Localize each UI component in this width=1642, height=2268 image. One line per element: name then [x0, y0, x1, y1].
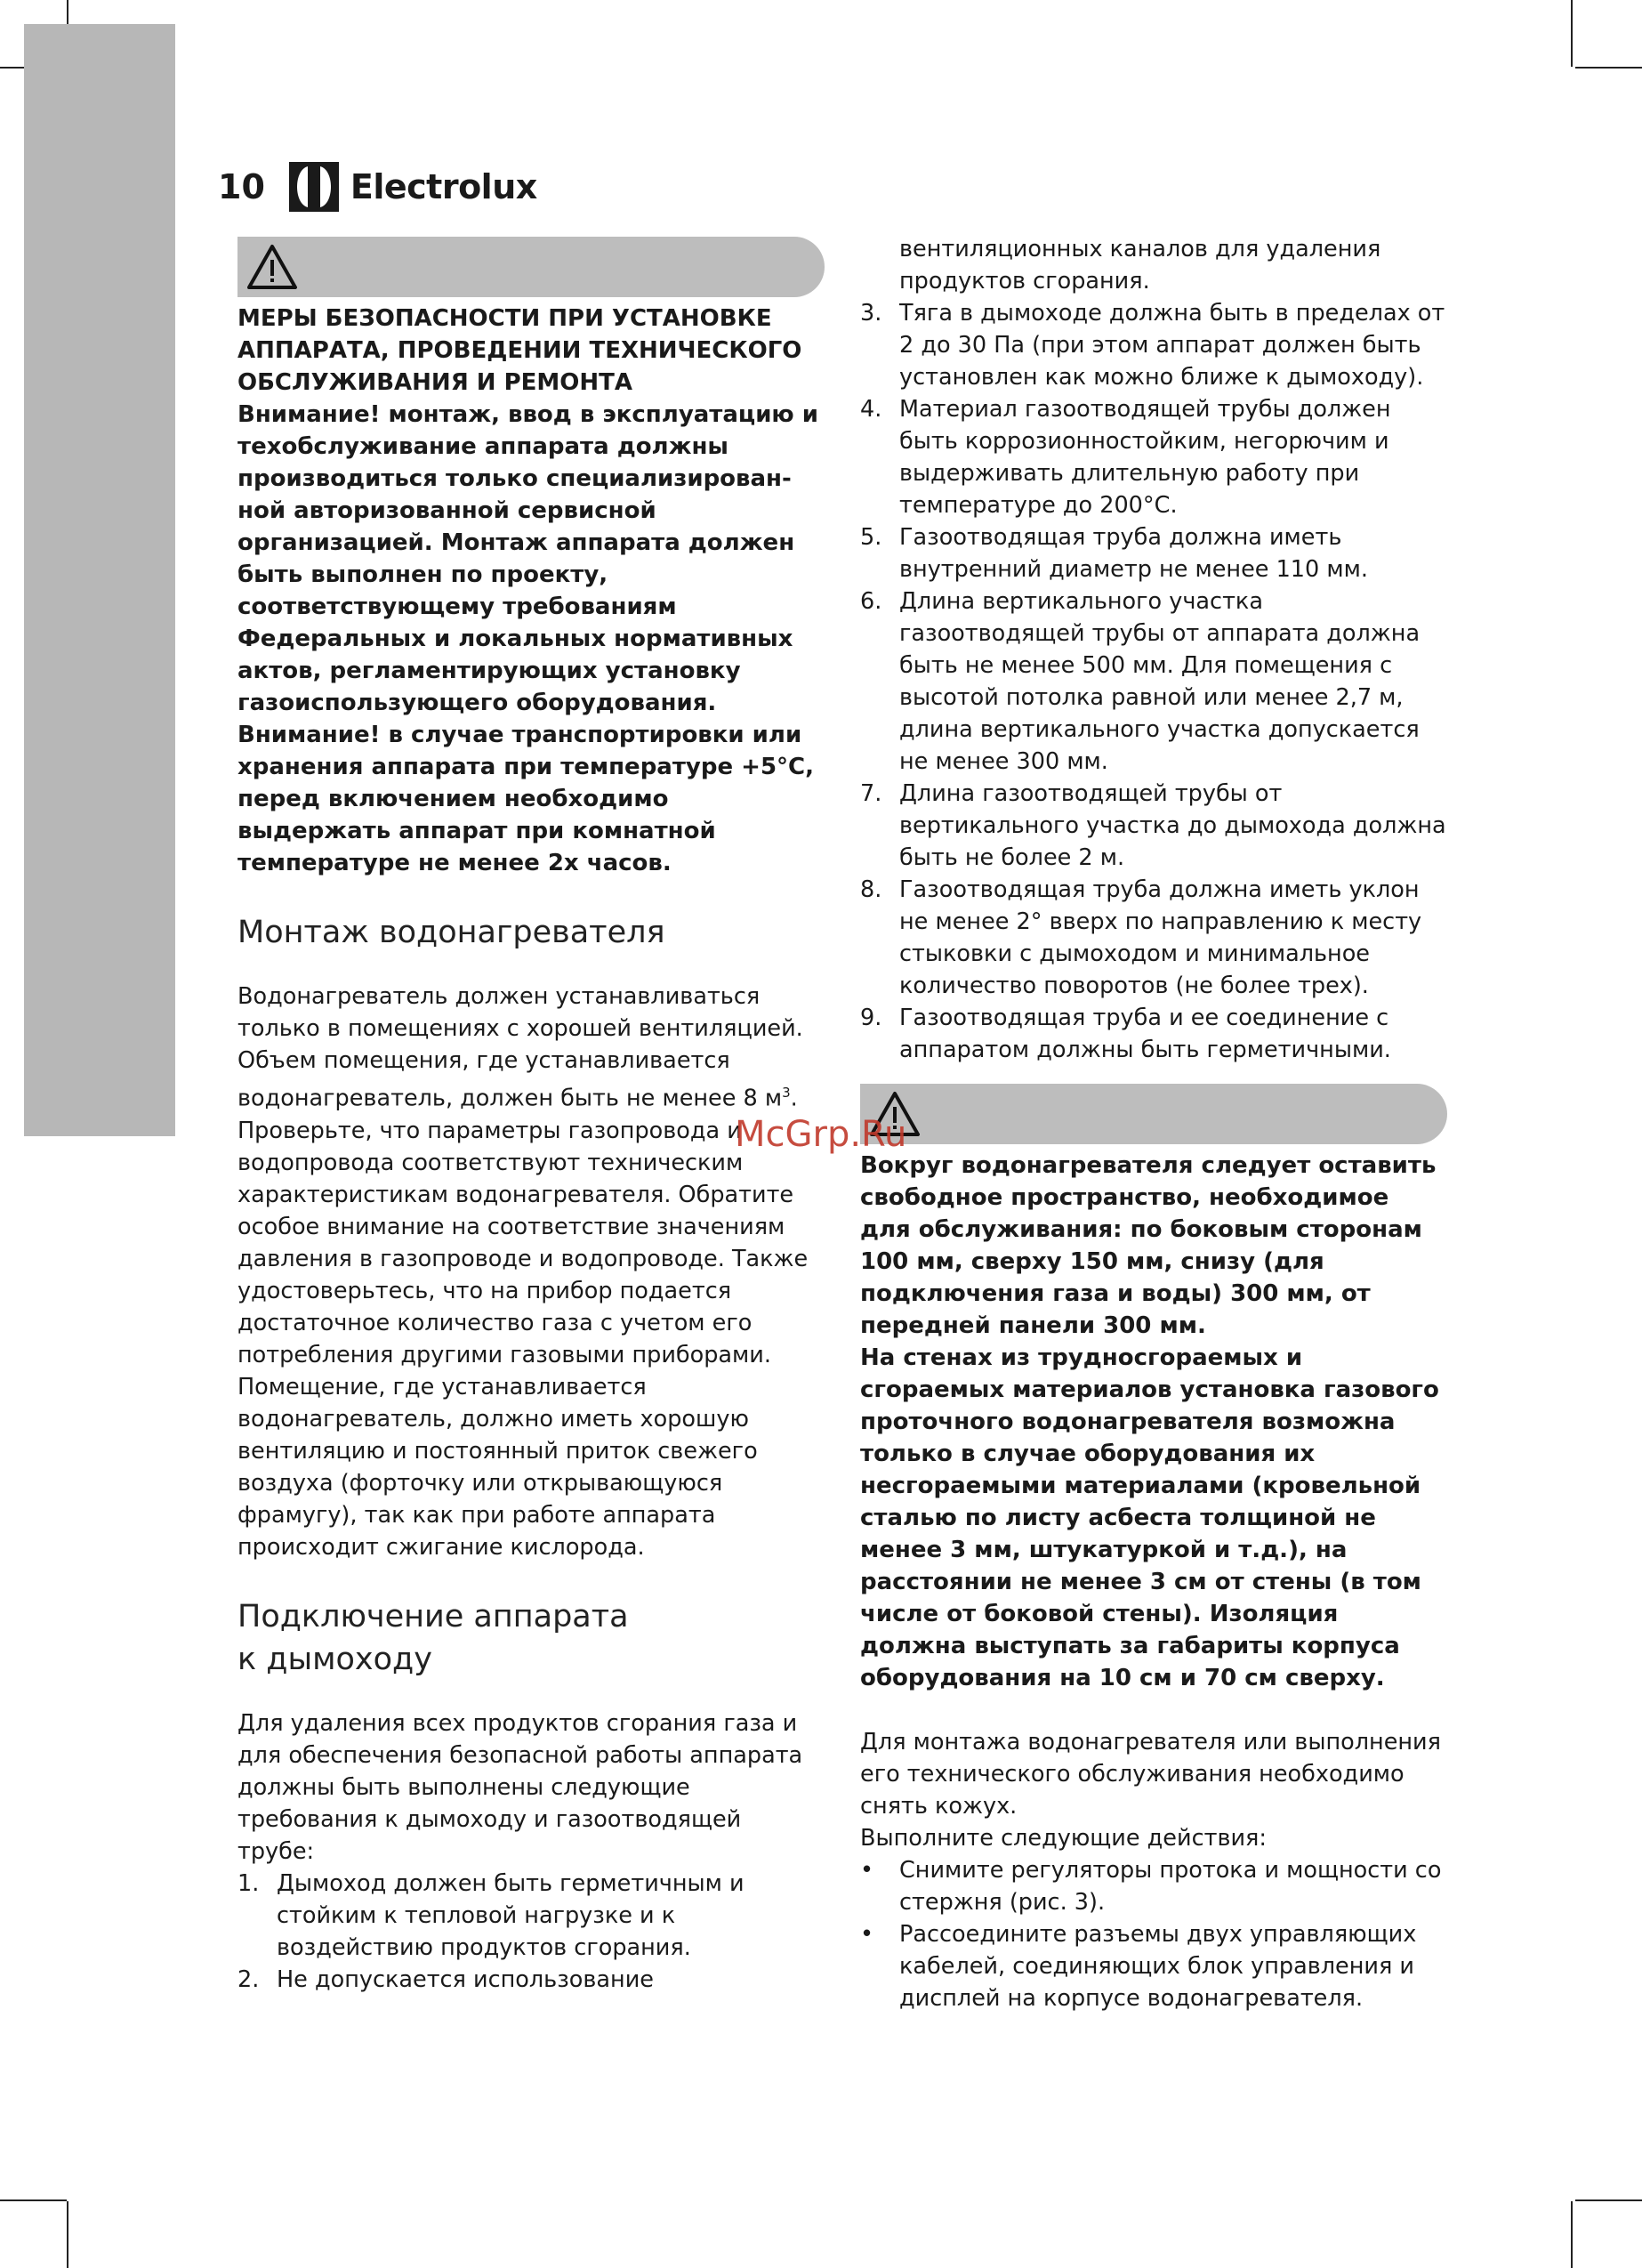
right-column: [860, 233, 1447, 2014]
warning-text: Внимание! в случае транспортировки или хранения аппарата при температуре +5°С, перед включением необходимо выдержать аппарат при комнатной температуре не менее 2х часов.: [237, 722, 814, 876]
warning-bar: [860, 1084, 1447, 1144]
watermark: McGrp.Ru: [735, 1114, 907, 1155]
list-item: 9. Газоотводящая труба и ее соединение с аппаратом должны быть герметичными.: [860, 1005, 1391, 1063]
section-title: Монтаж водонагревателя: [237, 915, 665, 950]
paragraph: Водонагреватель должен устанавливаться только в помещениях с хорошей вентиляцией. Объем помещения, где устанавливается водонагреватель, должен быть не менее 8 $м^3$.: [237, 983, 803, 1112]
list-item: 7. Длина газоотводящей трубы от вертикального участка до дымохода должна быть не более 2 м.: [860, 780, 1446, 871]
list-item: 8. Газоотводящая труба должна иметь уклон не менее 2° вверх по направлению к месту стыковки с дымоходом и минимальное количество поворотов (не более трех).: [860, 876, 1422, 999]
side-tab: [24, 24, 175, 1136]
list-item: 2. Не допускается использование: [237, 1965, 654, 1993]
page-number: 10: [218, 167, 265, 206]
paragraph: Для удаления всех продуктов сгорания газа и для обеспечения безопасной работы аппарата должны быть выполнены следующие требования к дымоходу и газоотводящей трубе:: [237, 1709, 803, 1865]
crop-mark: [0, 2199, 67, 2201]
warning-title: МЕРЫ БЕЗОПАСНОСТИ ПРИ УСТАНОВКЕ АППАРАТА, ПРОВЕДЕНИИ ТЕХНИЧЕСКОГО ОБСЛУЖИВАНИЯ И РЕМОНТА: [237, 305, 802, 396]
list-item: 1. Дымоход должен быть герметичным и стойким к тепловой нагрузке и к воздействию продуктов сгорания.: [237, 1869, 745, 1961]
requirements-list: [237, 1868, 825, 1996]
list-item-continuation: вентиляционных каналов для удаления продуктов сгорания.: [899, 236, 1381, 295]
steps-list: [860, 1854, 1447, 2014]
crop-mark: [1571, 0, 1573, 67]
paragraph: Проверьте, что параметры газопровода и водопровода соответствуют техническим характеристикам водонагревателя. Обратите особое внимание на соответствие значениям давления в газопроводе и водопроводе. Также удостоверьтесь, что на прибор подается достаточное количество газа с учетом его потребления другими газовыми приборами. Помещение, где устанавливается водонагреватель, должно иметь хорошую вентиляцию и постоянный приток свежего воздуха (форточку или открывающуюся фрамугу), так как при работе аппарата происходит сжигание кислорода.: [237, 1117, 809, 1561]
crop-mark: [1575, 67, 1642, 69]
paragraph: Выполните следующие действия:: [860, 1825, 1267, 1852]
paragraph: Для монтажа водонагревателя или выполнения его технического обслуживания необходимо снять кожух.: [860, 1729, 1441, 1820]
crop-mark: [67, 2201, 68, 2268]
page-header: [218, 160, 537, 214]
electrolux-logo-icon: [288, 161, 340, 213]
warning-bar: [237, 237, 825, 297]
warning-text: На стенах из трудносгораемых и сгораемых материалов установка газового проточного водонагревателя возможна только в случае оборудования их несгораемыми материалами (кровельной сталью по листу асбеста толщиной не менее 3 мм, штукатуркой и т.д.), на расстоянии не менее 3 см от стены (в том числе от боковой стены). Изоляция должна выступать за габариты корпуса оборудования на 10 см и 70 см сверху.: [860, 1344, 1439, 1691]
warning-triangle-icon: [246, 243, 298, 291]
requirements-list: [860, 297, 1447, 1066]
list-item: 3. Тяга в дымоходе должна быть в пределах от 2 до 30 Па (при этом аппарат должен быть установлен как можно ближе к дымоходу).: [860, 300, 1445, 391]
list-item: 6. Длина вертикального участка газоотводящей трубы от аппарата должна быть не менее 500 мм. Для помещения с высотой потолка равной или менее 2,7 м, длина вертикального участка допускается не менее 300 мм.: [860, 588, 1421, 775]
list-item: 5. Газоотводящая труба должна иметь внутренний диаметр не менее 110 мм.: [860, 524, 1368, 583]
warning-text: Вокруг водонагревателя следует оставить свободное пространство, необходимое для обслуживания: по боковым сторонам 100 мм, сверху 150 мм, снизу (для подключения газа и воды) 300 мм, от передней панели 300 мм.: [860, 1152, 1437, 1339]
crop-mark: [1575, 2199, 1642, 2201]
warning-text: Внимание! монтаж, ввод в эксплуатацию и техобслуживание аппарата должны производиться только специализирован-ной авторизованной сервисной организацией. Монтаж аппарата должен быть выполнен по проекту, соответствующему требованиям Федеральных и локальных нормативных актов, регламентирующих установку газоиспользующего оборудования.: [237, 401, 818, 716]
list-item: • Снимите регуляторы протока и мощности со стержня (рис. 3).: [860, 1857, 1442, 1916]
brand-name: Electrolux: [350, 167, 537, 206]
section-title: Подключение аппарата к дымоходу: [237, 1598, 629, 1677]
crop-mark: [1571, 2201, 1573, 2268]
list-item: 4. Материал газоотводящей трубы должен быть коррозионностойким, негорючим и выдерживать длительную работу при температуре до 200°С.: [860, 396, 1391, 519]
list-item: • Рассоедините разъемы двух управляющих кабелей, соединяющих блок управления и дисплей на корпусе водонагревателя.: [860, 1921, 1417, 2012]
